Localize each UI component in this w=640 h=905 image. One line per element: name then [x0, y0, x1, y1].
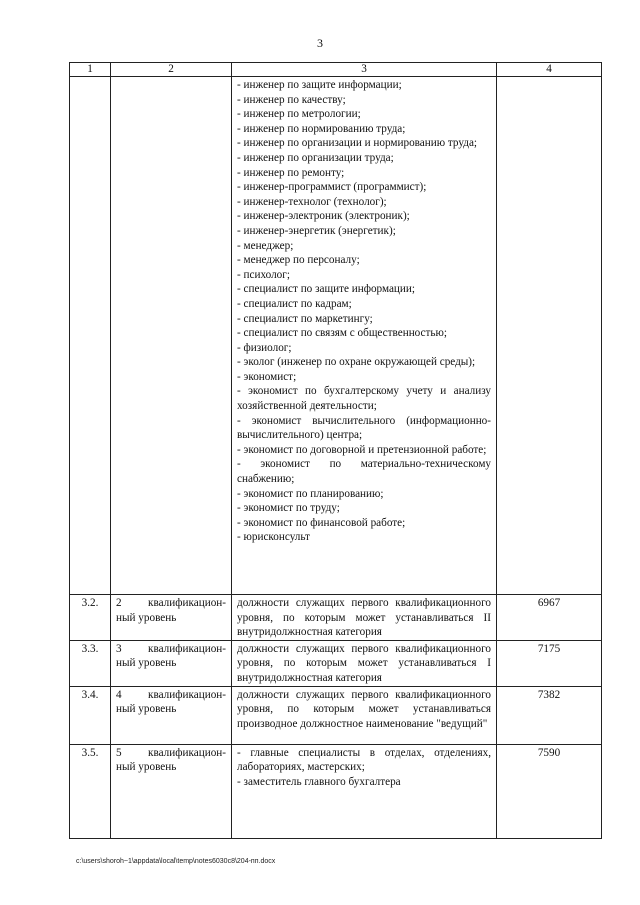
description-cell: должности служащих первого квалификационного уровня, по которым может устанавливаться I внутридолжностная категория: [232, 640, 497, 686]
list-item: - эколог (инженер по охране окружающей среды);: [237, 356, 476, 369]
level-number: 4: [116, 688, 122, 701]
level-cell: [111, 595, 232, 641]
list-item: - инженер по качеству;: [237, 93, 346, 106]
row-number-cell: 3.2.: [70, 595, 111, 641]
table-row: [70, 686, 602, 744]
list-item: - специалист по маркетингу;: [237, 312, 373, 325]
column-header-1: 1: [70, 63, 111, 77]
table-header-row: [70, 63, 602, 77]
level-word: квалификацион-: [148, 597, 226, 609]
amount-cell: 7590: [497, 744, 602, 838]
level-rest: ный уровень: [116, 703, 177, 716]
list-item: - экономист по материально-техническому снабжению;: [237, 458, 491, 486]
list-item: - инженер-технолог (технолог);: [237, 195, 387, 208]
list-item: - экономист по труду;: [237, 502, 340, 515]
list-item: - физиолог;: [237, 341, 292, 354]
description-cell: должности служащих первого квалификационного уровня, по которым может устанавливаться II внутридолжностная категория: [232, 595, 497, 641]
list-item: - экономист по планированию;: [237, 487, 384, 500]
amount-cell: [497, 77, 602, 595]
level-rest: ный уровень: [116, 611, 177, 624]
list-item: - психолог;: [237, 268, 290, 281]
list-item: - инженер по организации и нормированию труда;: [237, 137, 478, 150]
list-item: - менеджер;: [237, 239, 294, 252]
row-number-cell: 3.3.: [70, 640, 111, 686]
positions-list-cell: [232, 77, 497, 595]
list-item: - инженер по метрологии;: [237, 108, 361, 121]
list-item: - специалист по защите информации;: [237, 283, 415, 296]
column-header-3: 3: [232, 63, 497, 77]
table-row: [70, 640, 602, 686]
table-row: [70, 595, 602, 641]
list-item: - экономист;: [237, 370, 297, 383]
column-header-4: 4: [497, 63, 602, 77]
level-rest: ный уровень: [116, 657, 177, 670]
list-item: - инженер по организации труда;: [237, 151, 394, 164]
description-cell: [232, 744, 497, 838]
footer-file-path: c:\users\shoroh~1\appdata\local\temp\notes6030c8\204-пп.docx: [76, 858, 276, 865]
list-item: - инженер-электроник (электроник);: [237, 210, 410, 223]
list-item: - менеджер по персоналу;: [237, 254, 360, 267]
page-number: 3: [317, 36, 323, 50]
level-word: квалификацион-: [148, 642, 226, 655]
table-row: [70, 744, 602, 838]
list-item: - экономист по бухгалтерскому учету и анализу хозяйственной деятельности;: [237, 385, 491, 413]
list-item: - экономист вычислительного (информационно-вычислительного) центра;: [237, 414, 491, 442]
list-item: - экономист по финансовой работе;: [237, 516, 406, 529]
level-cell: [111, 686, 232, 744]
list-item: - экономист по договорной и претензионной работе;: [237, 443, 487, 456]
level-number: 2: [116, 597, 122, 609]
row-number-cell: 3.5.: [70, 744, 111, 838]
description-cell: должности служащих первого квалификационного уровня, по которым может устанавливаться производное должностное наименование "ведущий": [232, 686, 497, 744]
level-number: 3: [116, 642, 122, 655]
list-item: - главные специалисты в отделах, отделениях, лабораториях, мастерских;: [237, 746, 491, 774]
level-cell: [111, 77, 232, 595]
list-item: - инженер по нормированию труда;: [237, 122, 406, 135]
list-item: - инженер-программист (программист);: [237, 181, 427, 194]
list-item: - инженер по ремонту;: [237, 166, 345, 179]
level-cell: [111, 640, 232, 686]
level-word: квалификацион-: [148, 746, 226, 759]
qualification-table: [69, 62, 602, 839]
list-item: - юрисконсульт: [237, 531, 310, 544]
list-item: - специалист по кадрам;: [237, 297, 352, 310]
list-item: - заместитель главного бухгалтера: [237, 775, 401, 788]
list-item: - инженер по защите информации;: [237, 79, 402, 91]
level-cell: [111, 744, 232, 838]
amount-cell: 7382: [497, 686, 602, 744]
table-row: [70, 77, 602, 595]
amount-cell: 6967: [497, 595, 602, 641]
level-word: квалификацион-: [148, 688, 226, 701]
column-header-2: 2: [111, 63, 232, 77]
list-item: - специалист по связям с общественностью;: [237, 327, 447, 340]
level-rest: ный уровень: [116, 761, 177, 774]
row-number-cell: [70, 77, 111, 595]
level-number: 5: [116, 746, 122, 759]
amount-cell: 7175: [497, 640, 602, 686]
list-item: - инженер-энергетик (энергетик);: [237, 224, 396, 237]
row-number-cell: 3.4.: [70, 686, 111, 744]
